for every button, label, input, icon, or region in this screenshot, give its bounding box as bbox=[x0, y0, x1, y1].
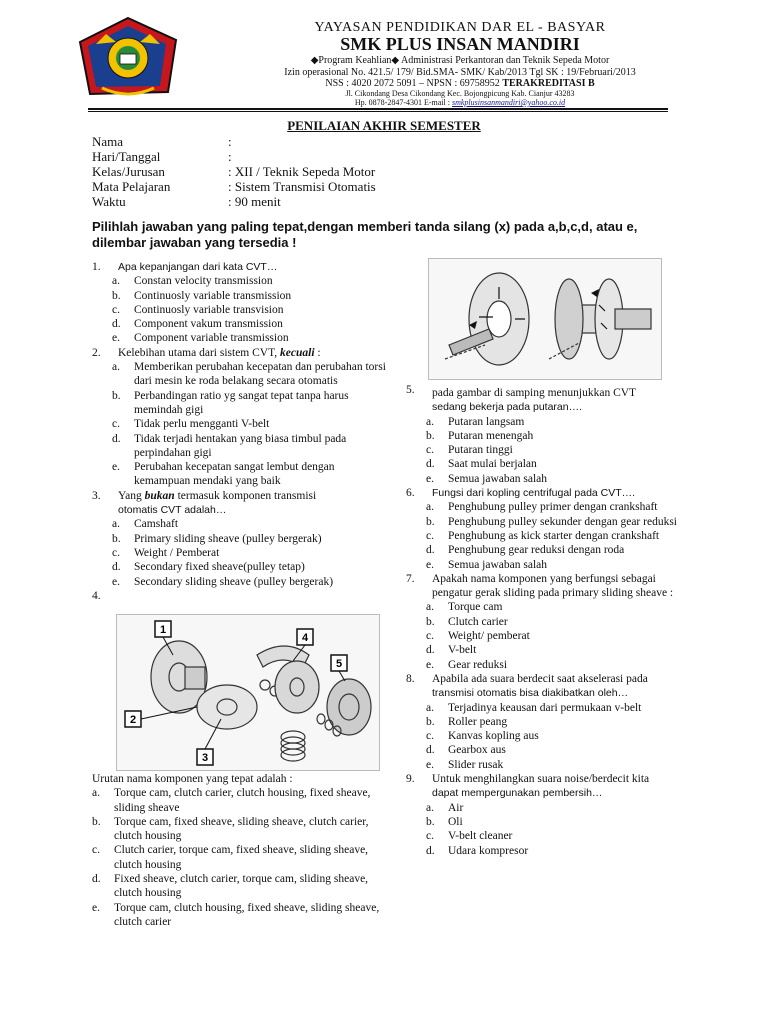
option-letter: d. bbox=[426, 544, 435, 557]
option-text: Gear reduksi bbox=[448, 658, 508, 671]
question-text: Fungsi dari kopling centrifugal pada CVT…. bbox=[432, 487, 636, 500]
question-5-number: 5. bbox=[406, 384, 415, 396]
option-text: Perubahan kecepatan sangat lembut dengan kemampuan mendaki yang baik bbox=[134, 461, 335, 488]
option-letter: b. bbox=[112, 532, 121, 545]
question-text-part: Untuk menghilangkan suara noise/berdecit kita bbox=[432, 773, 650, 786]
option[interactable] bbox=[92, 532, 392, 546]
option[interactable] bbox=[92, 872, 392, 901]
option-text: Clutch carier bbox=[448, 615, 508, 628]
option-text: Fixed sheave, clutch carier, torque cam, sliding sheave, clutch housing bbox=[114, 873, 369, 900]
option-text: Penghubung as kick starter dengan crankshaft bbox=[448, 529, 660, 542]
identity-value: : 90 menit bbox=[228, 194, 281, 209]
option-text: Continuosly variable transvision bbox=[134, 303, 284, 316]
option-text: Torque cam, fixed sheave, sliding sheave, clutch carier, clutch housing bbox=[114, 815, 369, 843]
question-4 bbox=[92, 589, 392, 603]
option-letter: d. bbox=[112, 561, 121, 574]
option[interactable] bbox=[92, 460, 392, 489]
option[interactable] bbox=[406, 658, 686, 672]
option-text: Secondary fixed sheave(pulley tetap) bbox=[134, 561, 305, 574]
diagram-label: 5 bbox=[335, 658, 343, 670]
option-text: Penghubung pulley sekunder dengan gear reduksi bbox=[448, 515, 677, 528]
option[interactable] bbox=[406, 500, 686, 514]
question-text-part: Apabila ada suara berdecit saat akselerasi pada bbox=[432, 672, 648, 685]
option[interactable] bbox=[406, 457, 686, 471]
option-letter: c. bbox=[112, 546, 120, 559]
option-letter: a. bbox=[426, 415, 434, 428]
option[interactable] bbox=[92, 417, 392, 431]
option-text: Tidak perlu mengganti V-belt bbox=[134, 418, 270, 431]
option-text: Terjadinya keausan dari permukaan v-belt bbox=[448, 701, 642, 714]
option-text: Kanvas kopling aus bbox=[448, 730, 539, 743]
contact-prefix: Hp. 0878-2847-4301 E-mail : bbox=[354, 98, 450, 107]
option-letter: d. bbox=[426, 744, 435, 757]
option[interactable] bbox=[406, 558, 686, 572]
option[interactable] bbox=[406, 643, 686, 657]
option-letter: c. bbox=[426, 730, 434, 743]
question-8 bbox=[406, 672, 686, 701]
permit-line: Izin operasional No. 421.5/ 179/ Bid.SMA- SMK/ Kab/2013 Tgl SK : 19/Februari/2013 bbox=[284, 67, 636, 78]
option-letter: e. bbox=[426, 658, 434, 671]
option-text: Secondary sliding sheave (pulley bergerak) bbox=[134, 575, 334, 588]
email-link[interactable]: smkplusinsanmandiri@yahoo.co.id bbox=[451, 98, 566, 107]
option-letter: b. bbox=[426, 615, 435, 628]
cvt-exploded-diagram bbox=[116, 614, 380, 771]
option-text: Primary sliding sheave (pulley bergerak) bbox=[134, 532, 322, 545]
question-number: 4. bbox=[92, 589, 101, 602]
option-text: Semua jawaban salah bbox=[448, 558, 547, 571]
option[interactable] bbox=[406, 829, 686, 843]
option-text: Udara kompresor bbox=[448, 844, 529, 857]
option[interactable] bbox=[92, 843, 392, 872]
option-letter: c. bbox=[426, 529, 434, 542]
option[interactable] bbox=[406, 715, 686, 729]
option[interactable] bbox=[406, 629, 686, 643]
option-letter: c. bbox=[426, 630, 434, 643]
school-name: SMK PLUS INSAN MANDIRI bbox=[340, 34, 580, 54]
question-1 bbox=[92, 260, 392, 274]
option-letter: e. bbox=[112, 461, 120, 474]
question-text bbox=[118, 346, 392, 360]
option-text: Component vakum transmission bbox=[134, 318, 283, 331]
option-letter: b. bbox=[92, 815, 101, 828]
option-text: Penghubung gear reduksi dengan roda bbox=[448, 544, 625, 557]
question-text bbox=[118, 489, 392, 518]
option[interactable] bbox=[406, 415, 686, 429]
identity-row bbox=[92, 134, 376, 149]
option-letter: a. bbox=[112, 518, 120, 531]
question-emphasis: kecuali bbox=[280, 346, 315, 359]
ids-line bbox=[180, 78, 740, 89]
option-text: Weight / Pemberat bbox=[134, 546, 220, 559]
option-text: V-belt bbox=[448, 644, 477, 657]
question-6 bbox=[406, 486, 686, 500]
diagram-label: 4 bbox=[301, 632, 309, 644]
identity-row bbox=[92, 194, 376, 209]
option-letter: b. bbox=[112, 389, 121, 402]
question-text-part: sedang bekerja pada putaran…. bbox=[432, 401, 583, 414]
left-column bbox=[92, 260, 392, 603]
identity-value: : XII / Teknik Sepeda Motor bbox=[228, 164, 376, 179]
option-letter: b. bbox=[112, 289, 121, 302]
option-text: Memberikan perubahan kecepatan dan perubahan torsi dari mesin ke roda belakang secara otomatis bbox=[134, 361, 386, 388]
question-text-part: dapat mempergunakan pembersih… bbox=[432, 787, 603, 800]
question-number: 1. bbox=[92, 261, 101, 273]
option-letter: a. bbox=[426, 501, 434, 514]
option-text: Constan velocity transmission bbox=[134, 275, 273, 288]
question-number: 2. bbox=[92, 346, 101, 359]
option[interactable] bbox=[406, 729, 686, 743]
header-rule-thin bbox=[88, 111, 668, 112]
identity-label: Waktu bbox=[92, 194, 126, 209]
option[interactable] bbox=[92, 317, 392, 331]
option-letter: b. bbox=[426, 815, 435, 828]
question-9 bbox=[406, 772, 686, 801]
option-text: Component variable transmission bbox=[134, 332, 289, 345]
option-text: Continuosly variable transmission bbox=[134, 289, 292, 302]
identity-table bbox=[92, 134, 376, 209]
identity-label: Nama bbox=[92, 134, 124, 149]
option-letter: d. bbox=[112, 318, 121, 331]
question-text bbox=[432, 672, 686, 701]
option[interactable] bbox=[92, 331, 392, 345]
option-letter: d. bbox=[426, 644, 435, 657]
question-5 bbox=[406, 386, 686, 415]
identity-row bbox=[92, 179, 376, 194]
option[interactable] bbox=[92, 815, 392, 844]
option[interactable] bbox=[406, 844, 686, 858]
identity-row bbox=[92, 149, 376, 164]
option-text: Roller peang bbox=[448, 715, 508, 728]
question-number: 9. bbox=[406, 773, 415, 786]
option-letter: b. bbox=[426, 715, 435, 728]
question-4-body bbox=[92, 772, 392, 929]
option-text: Camshaft bbox=[134, 518, 179, 531]
foundation-name: YAYASAN PENDIDIKAN DAR EL - BASYAR bbox=[314, 20, 606, 35]
option[interactable] bbox=[406, 743, 686, 757]
option-letter: e. bbox=[92, 901, 100, 914]
option-text: Penghubung pulley primer dengan crankshaft bbox=[448, 501, 658, 514]
option[interactable] bbox=[406, 701, 686, 715]
option-letter: e. bbox=[112, 575, 120, 588]
option-letter: e. bbox=[426, 472, 434, 485]
ids-text: NSS : 4020 2072 5091 – NPSN : 69758952 bbox=[325, 78, 500, 89]
option-text: Torque cam, clutch carier, clutch housing, fixed sheave, sliding sheave bbox=[114, 787, 371, 814]
option-text: Slider rusak bbox=[448, 758, 504, 771]
question-text: Apakah nama komponen yang berfungsi sebagai pengatur gerak sliding pada primary sliding sheave : bbox=[432, 572, 674, 600]
question-number: 8. bbox=[406, 672, 415, 685]
option[interactable] bbox=[92, 901, 392, 930]
option[interactable] bbox=[406, 472, 686, 486]
option[interactable] bbox=[92, 289, 392, 303]
option-letter: e. bbox=[426, 758, 434, 771]
identity-label: Hari/Tanggal bbox=[92, 149, 161, 164]
option-text: Air bbox=[448, 801, 464, 814]
question-number: 3. bbox=[92, 489, 101, 502]
question-text: Urutan nama komponen yang tepat adalah : bbox=[92, 773, 293, 785]
accreditation: TERAKREDITASI B bbox=[502, 78, 595, 89]
question-text-part: Kelebihan utama dari sistem CVT, bbox=[118, 346, 278, 359]
option[interactable] bbox=[406, 543, 686, 557]
cvt-pulley-illustration bbox=[428, 258, 662, 380]
identity-value: : bbox=[228, 149, 232, 164]
option[interactable] bbox=[92, 303, 392, 317]
question-3 bbox=[92, 489, 392, 518]
identity-value: : bbox=[228, 134, 232, 149]
option-letter: e. bbox=[426, 558, 434, 571]
option[interactable] bbox=[406, 443, 686, 457]
question-text-part: Yang bbox=[118, 489, 142, 502]
option[interactable] bbox=[406, 429, 686, 443]
option-letter: b. bbox=[426, 515, 435, 528]
option-letter: c. bbox=[426, 830, 434, 843]
option-text: Clutch carier, torque cam, fixed sheave, sliding sheave, clutch housing bbox=[114, 844, 369, 871]
option[interactable] bbox=[406, 815, 686, 829]
option[interactable] bbox=[92, 575, 392, 589]
question-text-part: otomatis CVT adalah… bbox=[118, 504, 227, 517]
option-text: Perbandingan ratio yg sangat tepat tanpa harus memindah gigi bbox=[134, 389, 349, 416]
option-text: Putaran menengah bbox=[448, 429, 534, 442]
option-text: Torque cam bbox=[448, 601, 503, 614]
question-text bbox=[432, 772, 686, 801]
identity-value: : Sistem Transmisi Otomatis bbox=[228, 179, 376, 194]
option-letter: a. bbox=[426, 601, 434, 614]
option[interactable] bbox=[92, 517, 392, 531]
option[interactable] bbox=[406, 515, 686, 529]
question-emphasis: bukan bbox=[144, 489, 175, 502]
option[interactable] bbox=[92, 432, 392, 461]
identity-label: Kelas/Jurusan bbox=[92, 164, 165, 179]
option[interactable] bbox=[406, 529, 686, 543]
identity-label: Mata Pelajaran bbox=[92, 179, 171, 194]
option[interactable] bbox=[406, 600, 686, 614]
question-text-part: pada gambar di samping menunjukkan CVT bbox=[432, 387, 637, 399]
option-letter: e. bbox=[112, 332, 120, 345]
programs-line: ◆Program Keahlian◆ Administrasi Perkantoran dan Teknik Sepeda Motor bbox=[310, 55, 610, 66]
option-letter: a. bbox=[112, 361, 120, 374]
option-text: Torque cam, clutch housing, fixed sheave, sliding sheave, clutch carier bbox=[114, 901, 380, 928]
option-text: Gearbox aus bbox=[448, 744, 506, 757]
option-letter: b. bbox=[426, 429, 435, 442]
option-letter: d. bbox=[426, 844, 435, 857]
option-letter: a. bbox=[426, 701, 434, 714]
option[interactable] bbox=[92, 389, 392, 418]
option-text: Weight/ pemberat bbox=[448, 630, 530, 643]
option[interactable] bbox=[92, 546, 392, 560]
option[interactable] bbox=[92, 786, 392, 815]
option-letter: c. bbox=[92, 844, 100, 857]
instruction: Pilihlah jawaban yang paling tepat,dengan memberi tanda silang (x) pada a,b,c,d, atau e, dilembar jawaban yang tersedia ! bbox=[92, 219, 638, 250]
option-text: Semua jawaban salah bbox=[448, 472, 547, 485]
option[interactable] bbox=[406, 615, 686, 629]
option-text: Saat mulai berjalan bbox=[448, 458, 537, 471]
diagram-label: 3 bbox=[201, 752, 209, 764]
address-line: Jl. Cikondang Desa Cikondang Kec. Bojongpicung Kab. Cianjur 43283 bbox=[345, 89, 575, 98]
option[interactable] bbox=[92, 274, 392, 288]
option[interactable] bbox=[406, 801, 686, 815]
contact-line bbox=[180, 98, 740, 107]
question-text: Apa kepanjangan dari kata CVT… bbox=[118, 261, 278, 273]
diagram-label: 1 bbox=[159, 624, 167, 636]
diagram-label: 2 bbox=[129, 714, 137, 726]
question-text-part: transmisi otomatis bisa diakibatkan oleh… bbox=[432, 687, 629, 700]
identity-row bbox=[92, 164, 376, 179]
option[interactable] bbox=[92, 360, 392, 389]
option-letter: d. bbox=[426, 458, 435, 471]
option-letter: a. bbox=[92, 787, 100, 800]
option-text: Oli bbox=[448, 815, 463, 828]
option-text: Putaran tinggi bbox=[448, 444, 513, 457]
option-text: V-belt cleaner bbox=[448, 830, 513, 843]
option[interactable] bbox=[406, 758, 686, 772]
option-letter: a. bbox=[426, 801, 434, 814]
question-text-part: termasuk komponen transmisi bbox=[177, 489, 317, 502]
question-text-part: : bbox=[317, 346, 321, 359]
option[interactable] bbox=[92, 560, 392, 574]
header-rule-thick bbox=[88, 108, 668, 110]
question-7 bbox=[406, 572, 686, 601]
exam-title: PENILAIAN AKHIR SEMESTER bbox=[287, 118, 481, 133]
question-number: 6. bbox=[406, 487, 415, 500]
right-column bbox=[406, 386, 686, 858]
option-letter: c. bbox=[426, 444, 434, 457]
question-2 bbox=[92, 346, 392, 360]
option-letter: a. bbox=[112, 275, 120, 288]
option-letter: d. bbox=[112, 432, 121, 445]
option-letter: c. bbox=[112, 418, 120, 431]
question-number: 7. bbox=[406, 572, 415, 585]
option-letter: c. bbox=[112, 303, 120, 316]
option-letter: d. bbox=[92, 873, 101, 886]
school-logo bbox=[76, 14, 181, 102]
option-text: Tidak terjadi hentakan yang biasa timbul pada perpindahan gigi bbox=[134, 432, 347, 459]
option-text: Putaran langsam bbox=[448, 415, 525, 428]
